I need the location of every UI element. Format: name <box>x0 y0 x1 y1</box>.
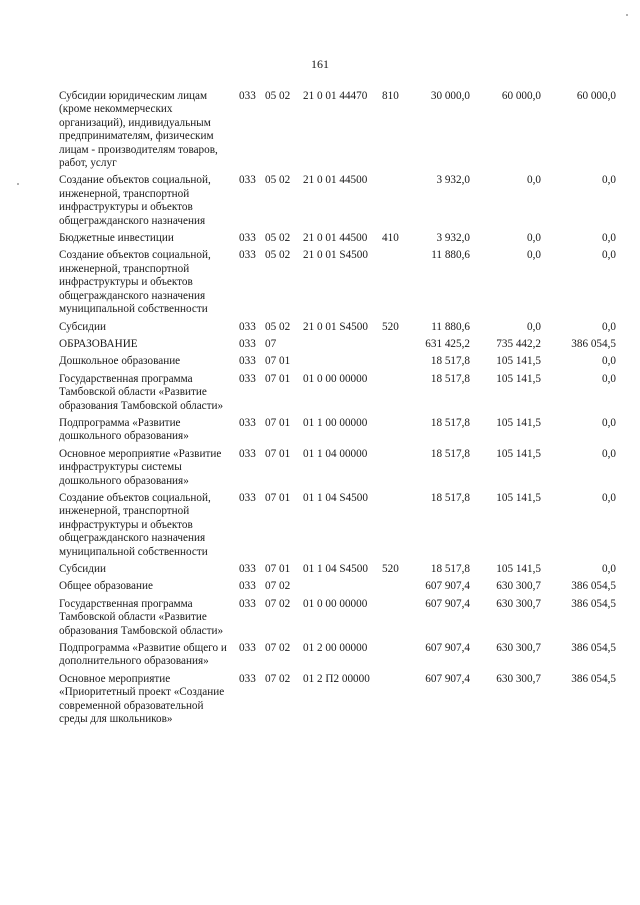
row-name: Государственная программа Тамбовской области «Развитие образования Тамбовской области» <box>59 597 224 637</box>
table-row <box>0 174 640 228</box>
col-admin-code: 033 <box>239 416 256 429</box>
col-amount-year-3: 0,0 <box>602 249 616 262</box>
col-amount-year-3: 0,0 <box>602 355 616 368</box>
col-section-code: 07 01 <box>265 355 291 368</box>
row-name: Подпрограмма «Развитие дошкольного образования» <box>59 416 189 443</box>
col-section-code: 05 02 <box>265 90 291 102</box>
col-expense-type: 410 <box>382 232 399 245</box>
col-amount-year-3: 0,0 <box>602 174 616 187</box>
table-row <box>0 492 640 559</box>
col-amount-year-1: 3 932,0 <box>436 232 470 245</box>
col-section-code: 07 02 <box>265 672 291 685</box>
col-amount-year-3: 386 054,5 <box>571 642 616 655</box>
table-row <box>0 642 640 669</box>
col-section-code: 07 01 <box>265 372 291 385</box>
col-target-article: 01 1 00 00000 <box>303 416 368 429</box>
col-amount-year-1: 18 517,8 <box>430 416 470 429</box>
col-section-code: 05 02 <box>265 320 291 333</box>
col-target-article: 21 0 01 44470 <box>303 90 368 102</box>
table-row <box>0 338 640 351</box>
table-row <box>0 90 640 170</box>
col-amount-year-2: 630 300,7 <box>496 580 541 593</box>
col-amount-year-2: 630 300,7 <box>496 672 541 685</box>
row-name: Субсидии юридическим лицам (кроме некоммерческих организаций), индивидуальным предпринимателям, физическим лицам - производителям товаров, работ, услуг <box>59 90 218 170</box>
col-amount-year-3: 0,0 <box>602 447 616 460</box>
row-name: ОБРАЗОВАНИЕ <box>59 337 138 350</box>
col-amount-year-2: 630 300,7 <box>496 642 541 655</box>
table-row <box>0 373 640 413</box>
page-number: 161 <box>311 57 329 71</box>
col-admin-code: 033 <box>239 447 256 460</box>
col-section-code: 07 <box>265 337 277 350</box>
col-amount-year-1: 11 880,6 <box>431 249 470 262</box>
col-section-code: 07 01 <box>265 416 291 429</box>
col-admin-code: 033 <box>239 642 256 655</box>
col-admin-code: 033 <box>239 337 256 350</box>
col-amount-year-3: 386 054,5 <box>571 580 616 593</box>
col-target-article: 21 0 01 44500 <box>303 174 368 187</box>
table-row <box>0 249 640 316</box>
col-amount-year-3: 0,0 <box>602 563 616 575</box>
col-amount-year-1: 3 932,0 <box>436 174 470 187</box>
col-amount-year-2: 105 141,5 <box>496 355 541 368</box>
col-amount-year-2: 0,0 <box>527 232 541 245</box>
col-amount-year-3: 386 054,5 <box>571 337 616 350</box>
col-target-article: 01 1 04 00000 <box>303 447 368 460</box>
col-amount-year-1: 11 880,6 <box>431 320 470 333</box>
col-amount-year-2: 105 141,5 <box>496 372 541 385</box>
col-target-article: 21 0 01 S4500 <box>303 320 368 333</box>
table-row <box>0 448 640 488</box>
col-amount-year-3: 386 054,5 <box>571 672 616 685</box>
row-name: Создание объектов социальной, инженерной, транспортной инфраструктуры и объектов общегражданского назначения <box>59 174 211 227</box>
col-amount-year-1: 631 425,2 <box>425 337 470 350</box>
table-row <box>0 563 640 576</box>
row-name: Подпрограмма «Развитие общего и дополнительного образования» <box>59 642 227 668</box>
col-admin-code: 033 <box>239 232 256 245</box>
table-row <box>0 355 640 368</box>
col-target-article: 01 1 04 S4500 <box>303 491 368 504</box>
row-name: Общее образование <box>59 580 153 593</box>
col-section-code: 07 02 <box>265 597 291 610</box>
col-amount-year-1: 607 907,4 <box>425 597 470 610</box>
col-admin-code: 033 <box>239 372 256 385</box>
row-name: Основное мероприятие «Приоритетный проект «Создание современной образовательной среды для школьников» <box>59 672 225 726</box>
table-row <box>0 598 640 638</box>
col-amount-year-3: 0,0 <box>602 372 616 385</box>
col-amount-year-1: 607 907,4 <box>425 580 470 593</box>
col-amount-year-2: 105 141,5 <box>496 491 541 504</box>
col-amount-year-1: 607 907,4 <box>425 642 470 655</box>
row-name: Создание объектов социальной, инженерной, транспортной инфраструктуры и объектов общегражданского назначения муниципальной собственности <box>59 249 211 316</box>
scan-speck <box>626 14 628 16</box>
col-admin-code: 033 <box>239 563 256 575</box>
table-row <box>0 580 640 593</box>
row-name: Субсидии <box>59 563 106 575</box>
col-amount-year-2: 630 300,7 <box>496 597 541 610</box>
col-admin-code: 033 <box>239 174 256 187</box>
row-name: Создание объектов социальной, инженерной, транспортной инфраструктуры и объектов общегражданского назначения муниципальной собственности <box>59 491 211 558</box>
col-target-article: 01 1 04 S4500 <box>303 563 368 575</box>
col-admin-code: 033 <box>239 90 256 102</box>
col-amount-year-3: 386 054,5 <box>571 597 616 610</box>
table-row <box>0 673 640 727</box>
table-row <box>0 232 640 245</box>
col-admin-code: 033 <box>239 597 256 610</box>
col-admin-code: 033 <box>239 320 256 333</box>
col-target-article: 01 2 П2 00000 <box>303 672 370 685</box>
col-expense-type: 520 <box>382 320 399 333</box>
col-amount-year-1: 18 517,8 <box>430 491 470 504</box>
col-amount-year-3: 0,0 <box>602 416 616 429</box>
budget-table <box>0 90 640 730</box>
col-amount-year-1: 607 907,4 <box>425 672 470 685</box>
col-section-code: 07 01 <box>265 563 291 575</box>
col-amount-year-2: 105 141,5 <box>496 416 541 429</box>
col-amount-year-3: 0,0 <box>602 232 616 245</box>
row-name: Субсидии <box>59 320 106 333</box>
col-admin-code: 033 <box>239 355 256 368</box>
col-section-code: 07 02 <box>265 642 291 655</box>
row-name: Государственная программа Тамбовской области «Развитие образования Тамбовской области» <box>59 372 224 412</box>
col-amount-year-2: 0,0 <box>527 320 541 333</box>
col-section-code: 07 02 <box>265 580 291 593</box>
col-amount-year-2: 105 141,5 <box>496 563 541 575</box>
col-amount-year-2: 0,0 <box>527 174 541 187</box>
col-amount-year-1: 18 517,8 <box>430 563 470 575</box>
col-amount-year-1: 18 517,8 <box>430 447 470 460</box>
table-row <box>0 417 640 444</box>
col-admin-code: 033 <box>239 580 256 593</box>
col-section-code: 05 02 <box>265 232 291 245</box>
col-admin-code: 033 <box>239 491 256 504</box>
col-amount-year-1: 18 517,8 <box>430 372 470 385</box>
table-row <box>0 321 640 334</box>
col-amount-year-2: 60 000,0 <box>501 90 541 102</box>
col-target-article: 01 0 00 00000 <box>303 597 368 610</box>
col-section-code: 07 01 <box>265 447 291 460</box>
col-target-article: 21 0 01 S4500 <box>303 249 368 262</box>
col-amount-year-1: 30 000,0 <box>430 90 470 102</box>
col-expense-type: 810 <box>382 90 399 102</box>
col-amount-year-1: 18 517,8 <box>430 355 470 368</box>
col-section-code: 05 02 <box>265 174 291 187</box>
col-amount-year-3: 0,0 <box>602 320 616 333</box>
col-amount-year-2: 105 141,5 <box>496 447 541 460</box>
col-target-article: 01 2 00 00000 <box>303 642 368 655</box>
col-target-article: 01 0 00 00000 <box>303 372 368 385</box>
col-amount-year-3: 60 000,0 <box>576 90 616 102</box>
col-amount-year-3: 0,0 <box>602 491 616 504</box>
col-expense-type: 520 <box>382 563 399 575</box>
col-section-code: 07 01 <box>265 491 291 504</box>
row-name: Основное мероприятие «Развитие инфраструктуры системы дошкольного образования» <box>59 447 222 487</box>
row-name: Дошкольное образование <box>59 355 181 368</box>
row-name: Бюджетные инвестиции <box>59 232 174 245</box>
col-amount-year-2: 735 442,2 <box>496 337 541 350</box>
col-target-article: 21 0 01 44500 <box>303 232 368 245</box>
col-section-code: 05 02 <box>265 249 291 262</box>
col-admin-code: 033 <box>239 672 256 685</box>
col-admin-code: 033 <box>239 249 256 262</box>
col-amount-year-2: 0,0 <box>527 249 541 262</box>
